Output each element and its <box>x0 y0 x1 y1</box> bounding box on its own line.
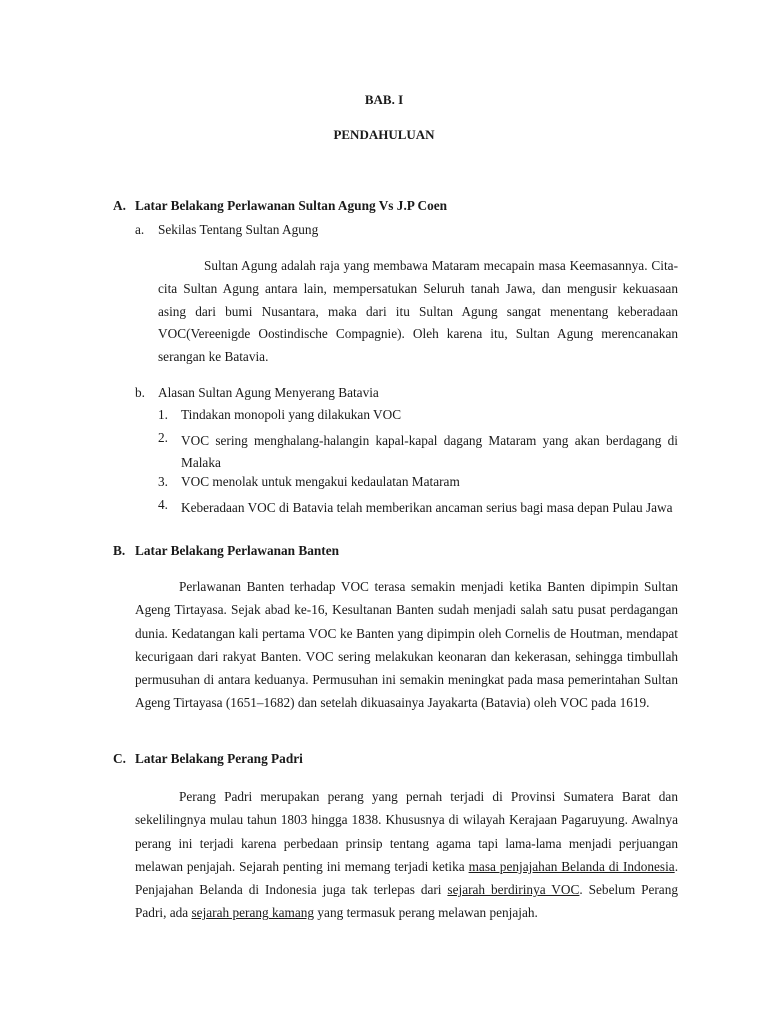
padri-paragraph <box>135 785 678 925</box>
link-masa-penjajahan[interactable]: masa penjajahan Belanda di Indonesia <box>468 858 675 874</box>
subsection-b-heading: Alasan Sultan Agung Menyerang Batavia <box>158 385 379 400</box>
section-a-heading: Latar Belakang Perlawanan Sultan Agung Vs J.P Coen <box>135 198 448 213</box>
subsection-a-heading: Sekilas Tentang Sultan Agung <box>158 222 319 237</box>
padri-text-3: . Sebelum Perang Padri, ada <box>135 882 679 921</box>
subsection-a-marker: a. <box>135 222 145 237</box>
section-a-marker: A. <box>113 198 126 213</box>
list-item-number: 1. <box>158 407 168 422</box>
section-c-heading: Latar Belakang Perang Padri <box>135 751 303 766</box>
list-item-text: VOC menolak untuk mengakui kedaulatan Mataram <box>181 474 460 489</box>
link-sejarah-voc[interactable]: sejarah berdirinya VOC <box>447 882 580 898</box>
chapter-label: BAB. I <box>364 92 404 107</box>
subsection-b-marker: b. <box>135 385 145 400</box>
list-item-text: Keberadaan VOC di Batavia telah memberikan ancaman serius bagi masa depan Pulau Jawa <box>181 500 673 515</box>
list-item-number: 2. <box>158 430 168 445</box>
padri-text-1: Perang Padri merupakan perang yang pernah terjadi di Provinsi Sumatera Barat dan sekelilingnya mulau tahun 1803 hingga 1838. Khususnya di wilayah Kerajaan Pagaruyung. Awalnya perang ini terjadi karena perbedaan prinsip tentang agama tapi lama-lama menjadi perjuangan melawan penjajah. Sejarah penting ini memang terjadi ketika <box>135 789 678 874</box>
banten-paragraph: Perlawanan Banten terhadap VOC terasa semakin menjadi ketika Banten dipimpin Sultan Ageng Tirtayasa. Sejak abad ke-16, Kesultanan Banten sudah menjadi salah satu pusat perdagangan dunia. Kedatangan kali pertama VOC ke Banten yang dipimpin oleh Cornelis de Houtman, mendapat kecurigaan dari rakyat Banten. VOC sering melakukan keonaran dan kekerasan, sehingga timbullah permusuhan di antara keduanya. Permusuhan ini semakin meningkat pada masa pemerintahan Sultan Ageng Tirtayasa (1651–1682) dan setelah dikuasainya Jayakarta (Batavia) oleh VOC pada 1619. <box>135 579 678 711</box>
list-item-text: VOC sering menghalang-halangin kapal-kapal dagang Mataram yang akan berdagang di Malaka <box>181 433 678 471</box>
padri-text-2: . Penjajahan Belanda di Indonesia juga tak terlepas dari <box>135 858 679 898</box>
section-c-marker: C. <box>113 751 126 766</box>
sultan-agung-paragraph: Sultan Agung adalah raja yang membawa Mataram mecapain masa Keemasannya. Cita-cita Sultan Agung antara lain, mempersatukan Seluruh tanah Jawa, dan mengusir kekuasaan asing dari bumi Nusantara, maka dari itu Sultan Agung sangat menentang keberadaan VOC(Vereenigde Oostindische Compagnie). Oleh karena itu, Sultan Agung merencanakan serangan ke Batavia. <box>158 258 678 365</box>
link-perang-kamang[interactable]: sejarah perang kamang <box>191 905 315 921</box>
padri-text-4: yang termasuk perang melawan penjajah. <box>314 905 538 921</box>
list-item-number: 3. <box>158 474 168 489</box>
page-title: PENDAHULUAN <box>333 127 435 142</box>
list-item-number: 4. <box>158 497 168 512</box>
list-item-text: Tindakan monopoli yang dilakukan VOC <box>181 407 402 422</box>
section-b-heading: Latar Belakang Perlawanan Banten <box>135 543 340 558</box>
section-b-marker: B. <box>113 543 126 558</box>
